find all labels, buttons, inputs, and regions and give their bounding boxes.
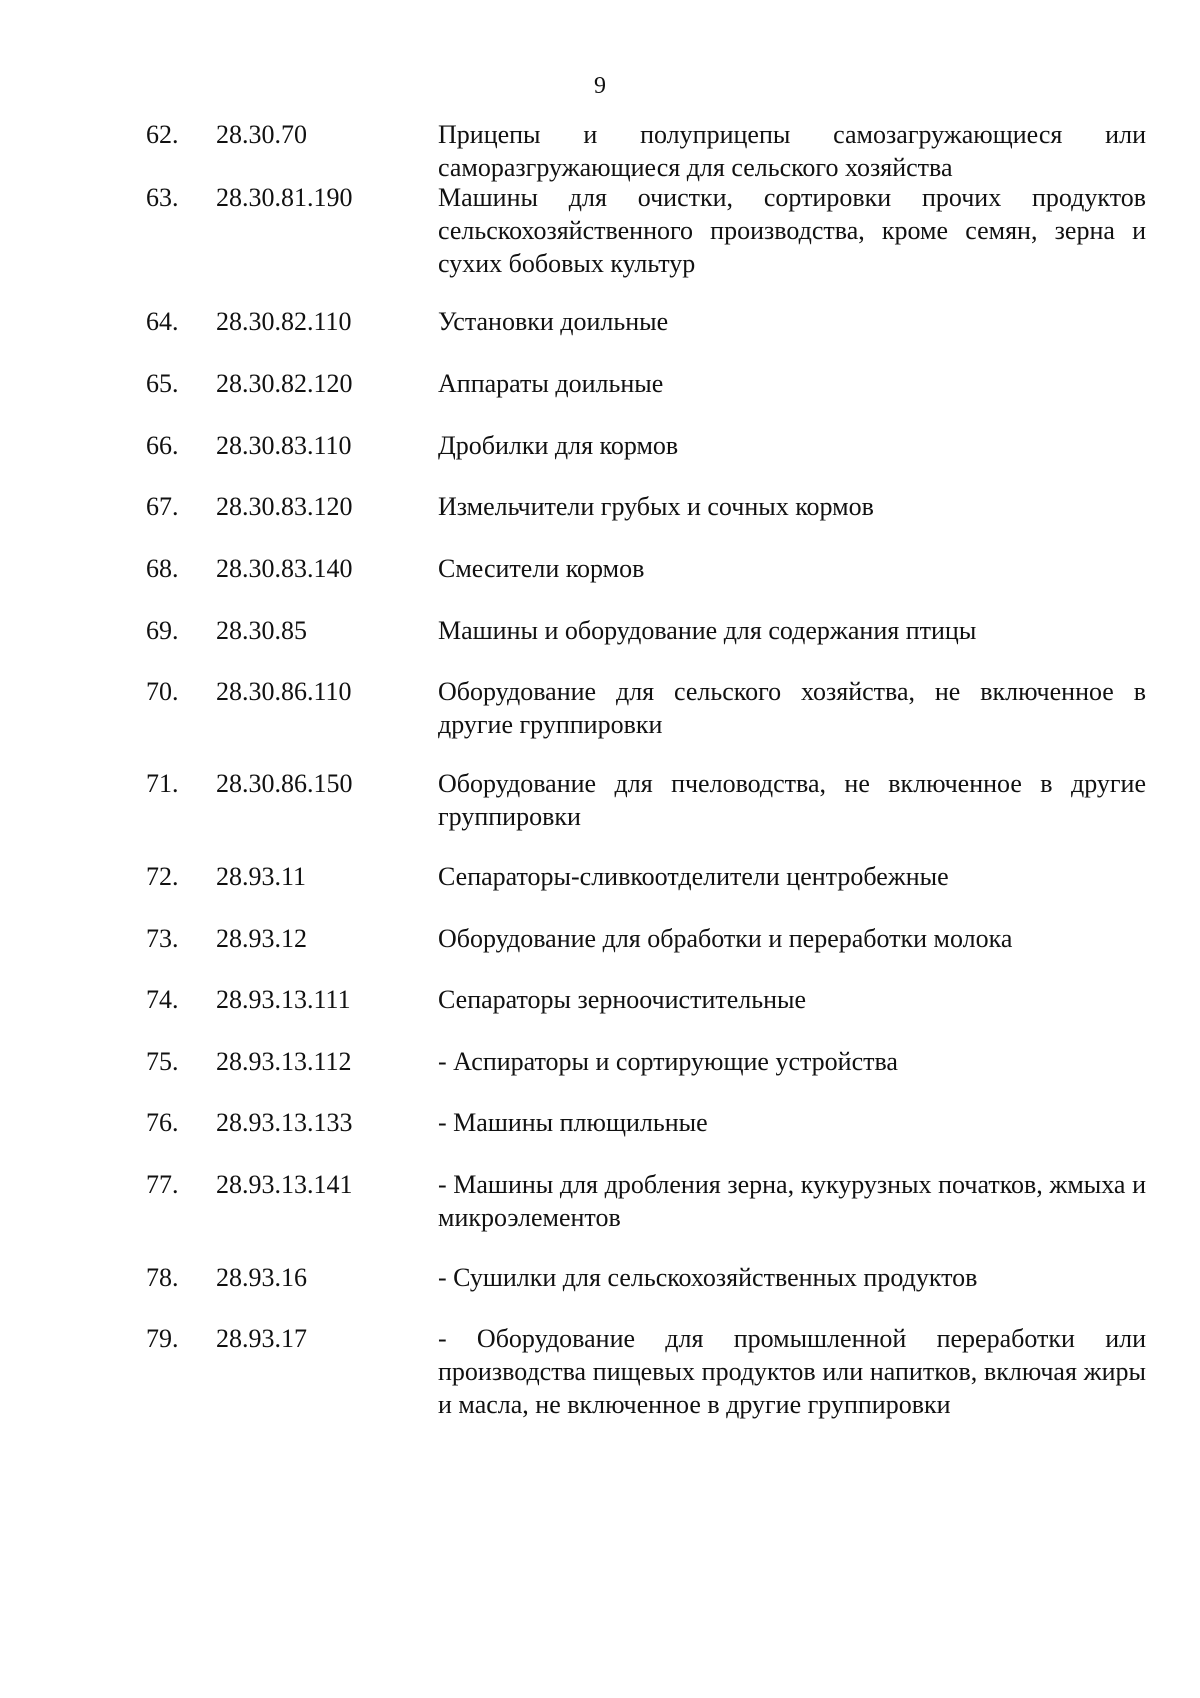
item-code: 28.93.17 bbox=[216, 1324, 307, 1353]
item-number: 70. bbox=[146, 677, 179, 706]
item-description: Смесители кормов bbox=[438, 554, 645, 583]
list-item bbox=[146, 860, 1146, 893]
item-description: - Оборудование для промышленной переработки или производства пищевых продуктов или напитков, включая жиры и масла, не включенное в другие группировки bbox=[438, 1324, 1146, 1419]
list-item bbox=[146, 1045, 1146, 1078]
item-description: - Машины для дробления зерна, кукурузных початков, жмыха и микроэлементов bbox=[438, 1170, 1146, 1232]
list-item bbox=[146, 1261, 1146, 1294]
list-item bbox=[146, 429, 1146, 462]
item-description: Машины для очистки, сортировки прочих продуктов сельскохозяйственного производства, кроме семян, зерна и сухих бобовых культур bbox=[438, 183, 1146, 278]
item-code: 28.30.86.110 bbox=[216, 677, 352, 706]
item-number: 71. bbox=[146, 769, 179, 798]
item-code: 28.93.13.112 bbox=[216, 1047, 352, 1076]
item-number: 76. bbox=[146, 1108, 179, 1137]
list-item bbox=[146, 675, 1146, 741]
item-code: 28.30.81.190 bbox=[216, 183, 353, 212]
item-number: 72. bbox=[146, 862, 179, 891]
item-description: - Машины плющильные bbox=[438, 1108, 708, 1137]
item-code: 28.93.13.111 bbox=[216, 985, 351, 1014]
item-code: 28.30.86.150 bbox=[216, 769, 353, 798]
list-item bbox=[146, 983, 1146, 1016]
item-code: 28.30.83.120 bbox=[216, 492, 353, 521]
item-description: Сепараторы-сливкоотделители центробежные bbox=[438, 862, 949, 891]
item-description: - Сушилки для сельскохозяйственных продуктов bbox=[438, 1263, 978, 1292]
item-number: 78. bbox=[146, 1263, 179, 1292]
item-description: Аппараты доильные bbox=[438, 369, 664, 398]
list-item bbox=[146, 1168, 1146, 1234]
item-description: Машины и оборудование для содержания птицы bbox=[438, 616, 977, 645]
list-item bbox=[146, 181, 1146, 280]
item-code: 28.30.82.110 bbox=[216, 307, 352, 336]
item-number: 75. bbox=[146, 1047, 179, 1076]
item-number: 69. bbox=[146, 616, 179, 645]
item-number: 74. bbox=[146, 985, 179, 1014]
item-code: 28.93.13.141 bbox=[216, 1170, 353, 1199]
item-number: 79. bbox=[146, 1324, 179, 1353]
item-description: Прицепы и полуприцепы самозагружающиеся или саморазгружающиеся для сельского хозяйства bbox=[438, 120, 1146, 182]
item-number: 66. bbox=[146, 431, 179, 460]
item-description: Установки доильные bbox=[438, 307, 669, 336]
item-number: 62. bbox=[146, 120, 179, 149]
item-number: 67. bbox=[146, 492, 179, 521]
list-item bbox=[146, 922, 1146, 955]
list-item bbox=[146, 305, 1146, 338]
list-item bbox=[146, 614, 1146, 647]
item-description: Дробилки для кормов bbox=[438, 431, 679, 460]
list-item bbox=[146, 552, 1146, 585]
item-code: 28.30.70 bbox=[216, 120, 307, 149]
item-description: - Аспираторы и сортирующие устройства bbox=[438, 1047, 898, 1076]
item-code: 28.93.11 bbox=[216, 862, 307, 891]
item-code: 28.30.82.120 bbox=[216, 369, 353, 398]
item-code: 28.30.83.110 bbox=[216, 431, 352, 460]
item-number: 64. bbox=[146, 307, 179, 336]
list-item bbox=[146, 1322, 1146, 1421]
list-item bbox=[146, 118, 1146, 184]
item-number: 77. bbox=[146, 1170, 179, 1199]
item-number: 73. bbox=[146, 924, 179, 953]
item-description: Сепараторы зерноочистительные bbox=[438, 985, 807, 1014]
item-description: Оборудование для обработки и переработки молока bbox=[438, 924, 1013, 953]
item-number: 68. bbox=[146, 554, 179, 583]
list-item bbox=[146, 367, 1146, 400]
list-item bbox=[146, 767, 1146, 833]
item-code: 28.30.85 bbox=[216, 616, 307, 645]
list-item bbox=[146, 1106, 1146, 1139]
item-code: 28.93.12 bbox=[216, 924, 307, 953]
item-code: 28.93.13.133 bbox=[216, 1108, 353, 1137]
item-description: Оборудование для пчеловодства, не включенное в другие группировки bbox=[438, 769, 1146, 831]
item-number: 65. bbox=[146, 369, 179, 398]
item-description: Измельчители грубых и сочных кормов bbox=[438, 492, 874, 521]
list-item bbox=[146, 490, 1146, 523]
item-code: 28.30.83.140 bbox=[216, 554, 353, 583]
item-description: Оборудование для сельского хозяйства, не включенное в другие группировки bbox=[438, 677, 1146, 739]
item-code: 28.93.16 bbox=[216, 1263, 307, 1292]
item-number: 63. bbox=[146, 183, 179, 212]
page-number: 9 bbox=[594, 73, 606, 99]
